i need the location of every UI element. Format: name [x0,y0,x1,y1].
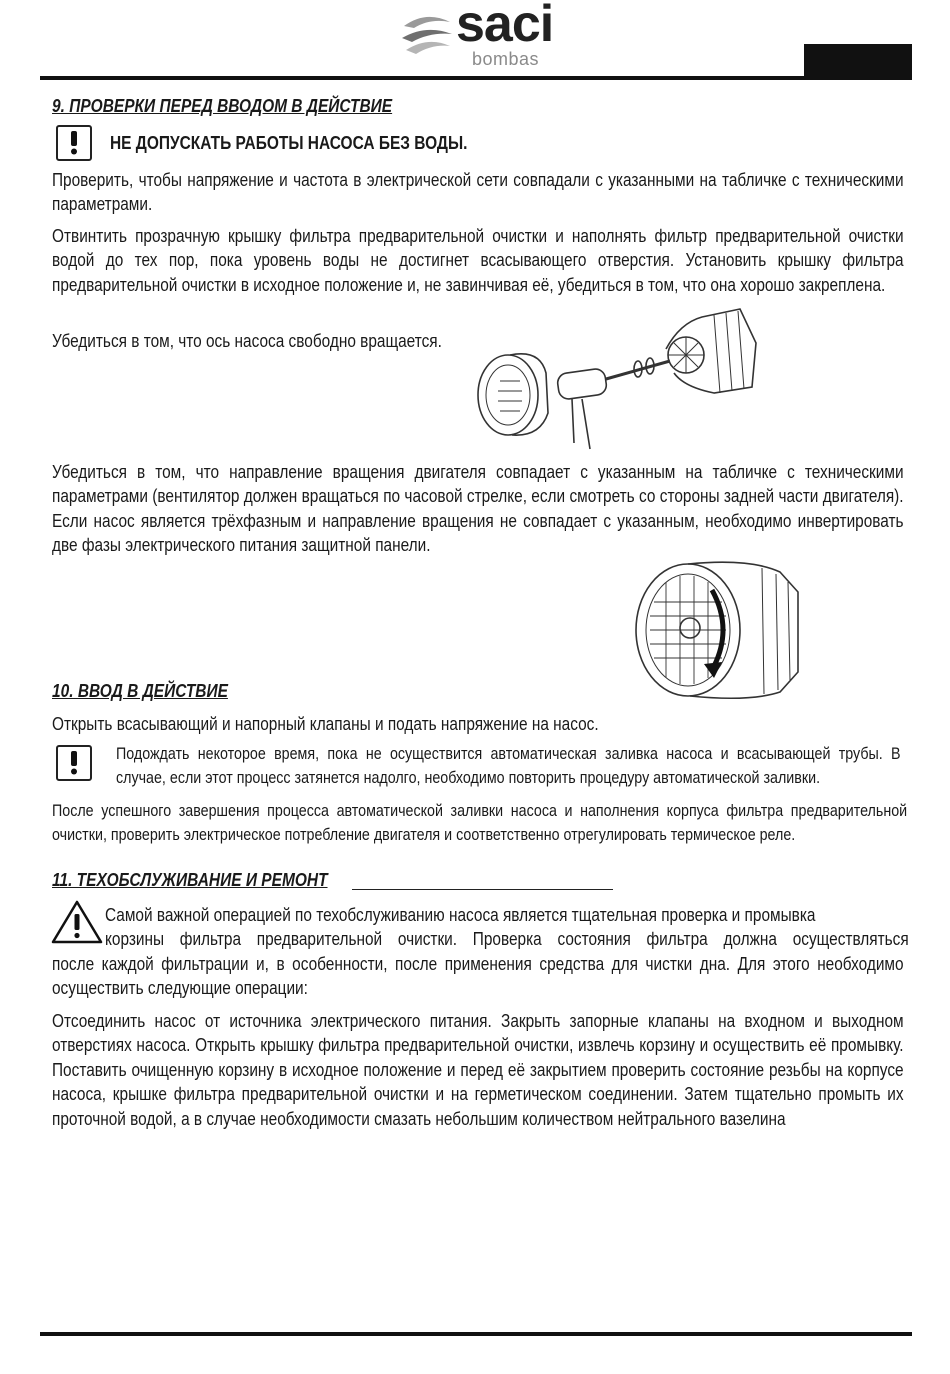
paragraph-open-valves: Открыть всасывающий и напорный клапаны и подать напряжение на насос. [52,714,599,734]
paragraph-maintenance-line2: корзины фильтра предварительной очистки. Проверка состояния фильтра должна осуществляться [105,929,909,949]
note-self-priming: Подождать некоторое время, пока не осуществится автоматическая заливка насоса и всасывающей трубы. В случае, если этот процесс затянется надолго, необходимо повторить процедуру автоматической заливки. [116,744,901,788]
paragraph-rotation-direction: Убедиться в том, что направление вращения двигателя совпадает с указанным на табличке с техническими параметрами (вентилятор должен вращаться по часовой стрелке, если смотреть со стороны задней части двигателя). Если насос является трёхфазным и направление вращения не совпадает с указанным, необходимо инвертировать две фазы электрического питания защитной панели. [52,462,904,556]
language-tab [804,44,912,80]
paragraph-maintenance-rest: после каждой фильтрации и, в особенности, после применения средства для чистки дна. Для этого необходимо осуществить следующие операции: [52,954,904,999]
paragraph-shaft-rotation: Убедиться в том, что ось насоса свободно вращается. [52,331,442,351]
no-dry-run-warning: НЕ ДОПУСКАТЬ РАБОТЫ НАСОСА БЕЗ ВОДЫ. [110,133,468,153]
paragraph-maintenance-line1: Самой важной операцией по техобслуживанию насоса является тщательная проверка и промывка [105,905,816,925]
footer-rule [40,1332,912,1336]
brand-name: saci [456,0,554,53]
warning-icon [56,125,92,161]
section-10-title: 10. ВВОД В ДЕЙСТВИЕ [52,681,228,701]
caution-triangle-icon [50,899,104,945]
header-rule [40,76,912,80]
paragraph-prefilter-fill: Отвинтить прозрачную крышку фильтра предварительной очистки и наполнять фильтр предварительной очистки водой до тех пор, пока уровень воды не достигнет всасывающего отверстия. Установить крышку фильтра предварительной очистки в исходное положение и, не завинчивая её, убедиться в том, что она хорошо закреплена. [52,226,904,295]
section-9-title: 9. ПРОВЕРКИ ПЕРЕД ВВОДОМ В ДЕЙСТВИЕ [52,96,393,116]
motor-shaft-illustration [470,303,760,453]
section-11-underline [352,889,613,890]
paragraph-cleaning-procedure: Отсоединить насос от источника электрического питания. Закрыть запорные клапаны на входном и выходном отверстиях насоса. Открыть крышку фильтра предварительной очистки, извлечь корзину и осуществить её промывку. Поставить очищенную корзину в исходное положение и перед её закрытием проверить состояние резьбы на корпусе насоса, крышке фильтра предварительной очистки и на герметическом соединении. Затем тщательно промыть их проточной водой, а в случае необходимости смазать небольшим количеством нейтрального вазелина [52,1011,904,1129]
brand-subtitle: bombas [472,49,540,69]
paragraph-thermal-relay: После успешного завершения процесса автоматической заливки насоса и наполнения корпуса фильтра предварительной очистки, проверить электрическое потребление двигателя и соответственно отрегулировать термическое реле. [52,801,908,845]
brand-logo [400,0,560,70]
note-warning-icon [56,745,92,781]
paragraph-voltage-check: Проверить, чтобы напряжение и частота в электрической сети совпадали с указанными на табличке с техническими параметрами. [52,170,904,215]
fan-rotation-illustration [630,552,805,702]
section-11-title: 11. ТЕХОБСЛУЖИВАНИЕ И РЕМОНТ [52,870,328,890]
logo-swirl-icon [400,12,454,58]
